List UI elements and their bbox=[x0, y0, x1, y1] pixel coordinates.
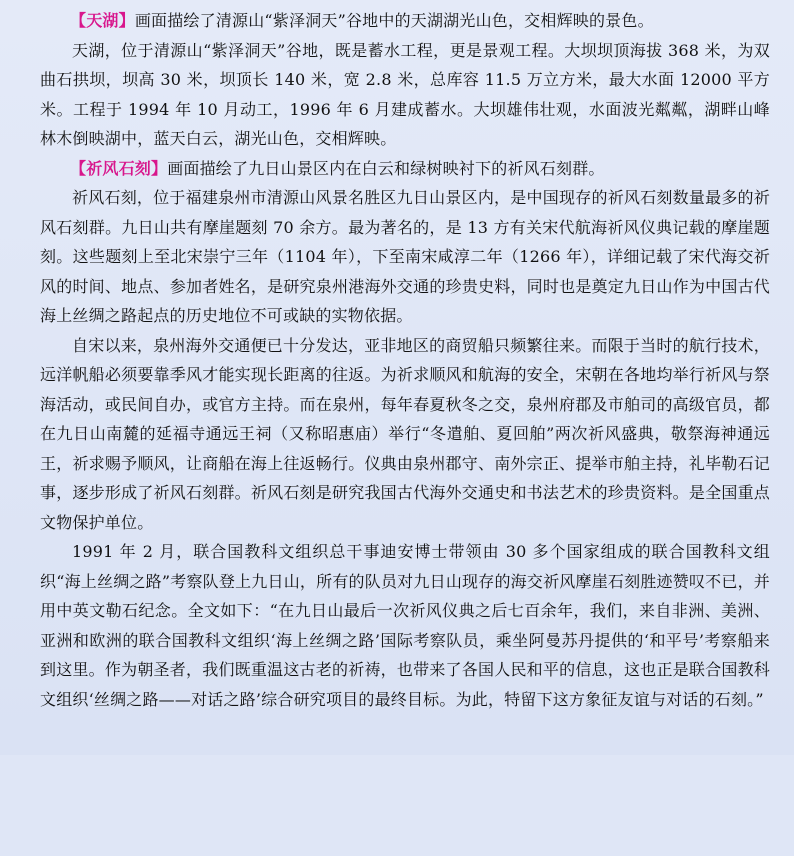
section-tag: 【天湖】 bbox=[70, 11, 135, 30]
section-heading-qifeng bbox=[40, 154, 770, 184]
section-caption: 画面描绘了清源山“紫泽洞天”谷地中的天湖湖光山色，交相辉映的景色。 bbox=[134, 11, 654, 30]
section-caption: 画面描绘了九日山景区内在白云和绿树映衬下的祈风石刻群。 bbox=[167, 158, 605, 178]
section-tag: 【祈风石刻】 bbox=[70, 158, 168, 178]
paragraph-qifeng-history: 自宋以来，泉州海外交通便已十分发达，亚非地区的商贸船只频繁往来。而限于当时的航行技术，远洋帆船必须要靠季风才能实现长距离的往返。为祈求顺风和航海的安全，宋朝在各地均举行祈风与祭海活动，或民间自办，或官方主持。而在泉州，每年春夏秋冬之交，泉州府郡及市舶司的高级官员，都在九日山南麓的延福寺通远王祠（又称昭惠庙）举行“冬遣舶、夏回舶”两次祈风盛典，敬祭海神通远王，祈求赐予顺风，让商船在海上往返畅行。仪典由泉州郡守、南外宗正、提举市舶主持，礼毕勒石记事，逐步形成了祈风石刻群。祈风石刻是研究我国古代海外交通史和书法艺术的珍贵资料。是全国重点文物保护单位。 bbox=[40, 335, 770, 532]
paragraph-tianhu-body: 天湖，位于清源山“紫泽洞天”谷地，既是蓄水工程，更是景观工程。大坝坝顶海拔 368 米，为双曲石拱坝，坝高 30 米，坝顶长 140 米，宽 2.8 米，总库容 11.5 万立方米，最大水面 12000 平方米。工程于 1994 年 10 月动工，1996 年 6 月建成蓄水。大坝雄伟壮观，水面波光粼粼，湖畔山峰林木倒映湖中，蓝天白云，湖光山色，交相辉映。 bbox=[40, 40, 770, 148]
paragraph-unesco-visit: 1991 年 2 月，联合国教科文组织总干事迪安博士带领由 30 多个国家组成的联合国教科文组织“海上丝绸之路”考察队登上九日山，所有的队员对九日山现存的海交祈风摩崖石刻胜迹赞叹不已，并用中英文勒石纪念。全文如下：“在九日山最后一次祈风仪典之后七百余年，我们，来自非洲、美洲、亚洲和欧洲的联合国教科文组织‘海上丝绸之路’国际考察队员，乘坐阿曼苏丹提供的‘和平号’考察船来到这里。作为朝圣者，我们既重温这古老的祈祷，也带来了各国人民和平的信息，这也正是联合国教科文组织‘丝绸之路——对话之路’综合研究项目的最终目标。为此，特留下这方象征友谊与对话的石刻。” bbox=[40, 542, 770, 709]
paragraph-qifeng-intro: 祈风石刻，位于福建泉州市清源山风景名胜区九日山景区内，是中国现存的祈风石刻数量最多的祈风石刻群。九日山共有摩崖题刻 70 余方。最为著名的，是 13 方有关宋代航海祈风仪典记载的摩崖题刻。这些题刻上至北宋崇宁三年（1104 年），下至南宋咸淳二年（1266 年），详细记载了宋代海交祈风的时间、地点、参加者姓名，是研究泉州港海外交通的珍贵史料，同时也是奠定九日山作为中国古代海上丝绸之路起点的历史地位不可或缺的实物依据。 bbox=[40, 188, 770, 325]
section-heading-tianhu bbox=[40, 6, 770, 36]
